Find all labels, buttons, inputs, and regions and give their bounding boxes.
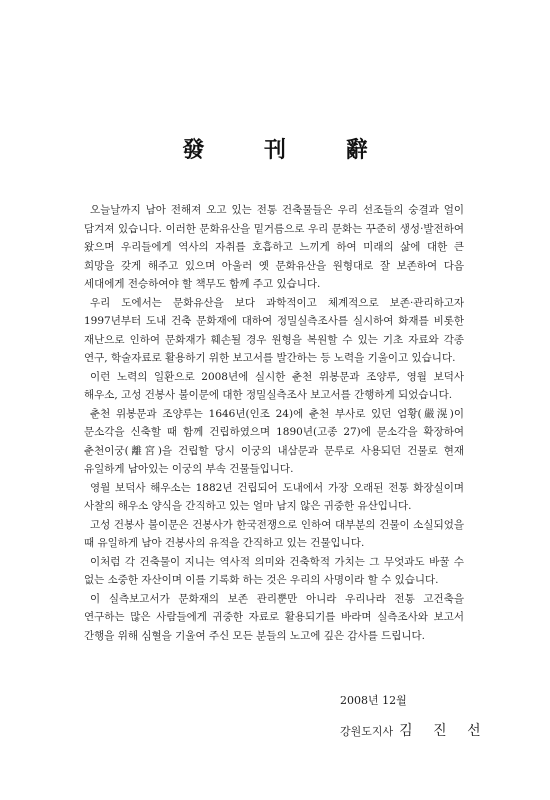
paragraph-4: 춘천 위봉문과 조양루는 1646년(인조 24)에 춘천 부사로 있던 엄황(嚴滉)이 문소각을 신축할 때 함께 건립하였으며 1890년(고종 27)에 문소각을 확장하여 춘천이궁(離宮)을 건립할 당시 이궁의 내삼문과 문루로 사용되던 건물로 현재 유일하게 남아있는 이궁의 부속 건물들입니다. [84, 407, 464, 475]
signature-date: 2008년 12월 [340, 694, 407, 707]
paragraph-3: 이런 노력의 일환으로 2008년에 실시한 춘천 위봉문과 조양루, 영월 보덕사 해우소, 고성 건봉사 불이문에 대한 정밀실측조사 보고서를 간행하게 되었습니다. [84, 370, 464, 401]
signature-name: 김 진 선 [399, 723, 489, 739]
document-title: 發 刊 辭 [182, 137, 394, 163]
paragraph-6: 고성 건봉사 불이문은 건봉사가 한국전쟁으로 인하여 대부분의 건물이 소실되었을 때 유일하게 남아 건봉사의 유적을 간직하고 있는 건물입니다. [84, 518, 464, 549]
paragraph-7: 이처럼 각 건축물이 지니는 역사적 의미와 건축학적 가치는 그 무엇과도 바꿀 수 없는 소중한 자산이며 이를 기록화 하는 것은 우리의 사명이라 할 수 있습니다. [84, 555, 464, 586]
paragraph-5: 영월 보덕사 해우소는 1882년 건립되어 도내에서 가장 오래된 전통 화장실이며 사찰의 해우소 양식을 간직하고 있는 얼마 남지 않은 귀중한 유산입니다. [84, 481, 464, 512]
paragraph-1: 오늘날까지 남아 전해져 오고 있는 전통 건축물들은 우리 선조들의 숭결과 얼이 담겨져 있습니다. 이러한 문화유산을 밑거름으로 우리 문화는 꾸준히 생성·발전하여 왔으며 우리들에게 역사의 자취를 호흡하고 느끼게 하여 미래의 삶에 대한 큰 희망을 갖게 해주고 있으며 아울러 옛 문화유산을 원형대로 잘 보존하여 다음 세대에게 전승하여야 할 책무도 함께 주고 있습니다. [84, 204, 464, 290]
signature-block [340, 686, 510, 747]
paragraph-2: 우리 도에서는 문화유산을 보다 과학적이고 체계적으로 보존·관리하고자 1997년부터 도내 건축 문화재에 대하여 정밀실측조사를 실시하여 화재를 비롯한 재난으로 인하여 문화재가 훼손될 경우 원형을 복원할 수 있는 기초 자료와 각종 연구, 학술자료로 활용하기 위한 보고서를 발간하는 등 노력을 기울이고 있습니다. [84, 296, 464, 364]
signature-line [340, 716, 510, 747]
signature-organization: 강원도지사 [340, 725, 394, 738]
paragraph-8: 이 실측보고서가 문화재의 보존 관리뿐만 아니라 우리나라 전통 고건축을 연구하는 많은 사람들에게 귀중한 자료로 활용되기를 바라며 실측조사와 보고서 간행을 위해 심혈을 기울여 주신 모든 분들의 노고에 깊은 감사를 드립니다. [84, 592, 464, 642]
document-body [84, 201, 464, 645]
